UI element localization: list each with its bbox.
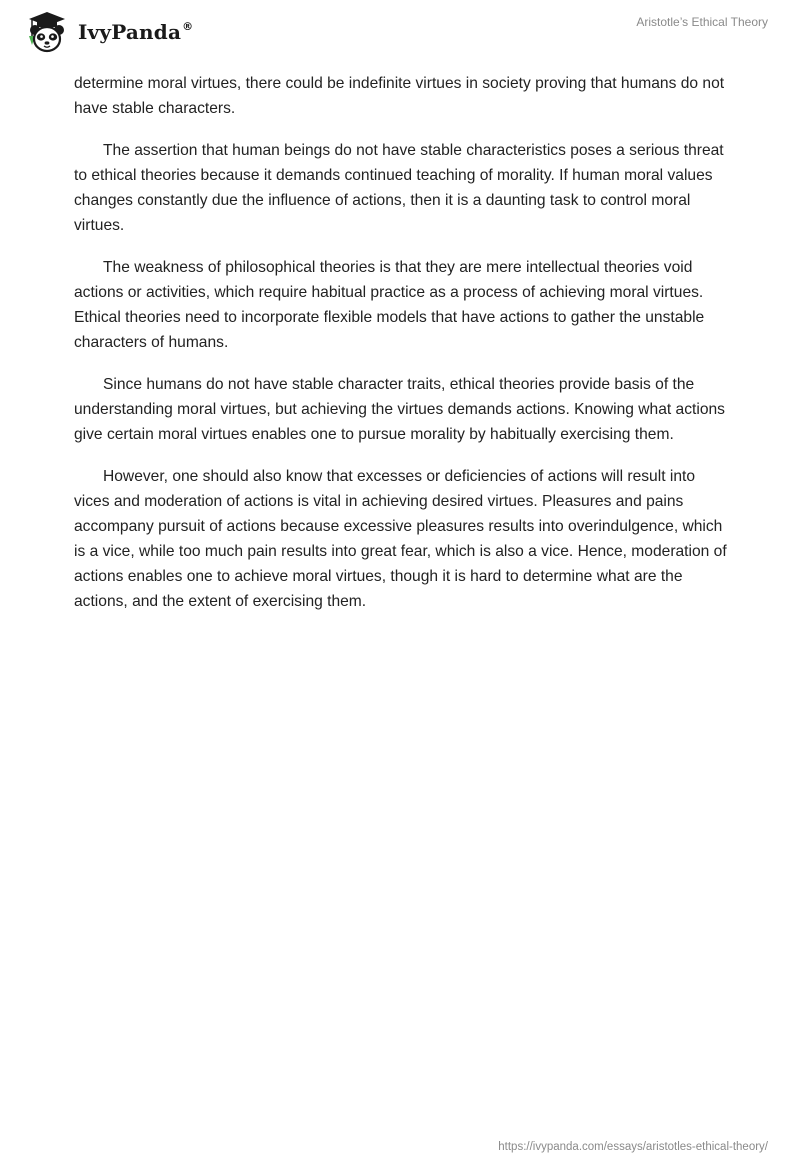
paragraph: determine moral virtues, there could be indefinite virtues in society proving that humans do not have stable characters. (74, 75, 725, 117)
page-header (0, 0, 800, 70)
essay-body (74, 71, 734, 631)
panda-graduate-icon (16, 9, 74, 53)
paragraph: However, one should also know that excesses or deficiencies of actions will result into vices and moderation of actions is vital in achieving desired virtues. Pleasures and pains accompany pursuit of actions because excessive pleasures results into overindulgence, which is a vice, while too much pain results into great fear, which is also a vice. Hence, moderation of actions enables one to achieve moral virtues, though it is hard to determine what are the actions, and the extent of exercising them. (74, 468, 727, 610)
ivypanda-logo[interactable] (16, 9, 193, 53)
paragraph: The assertion that human beings do not have stable characteristics poses a serious threat to ethical theories because it demands continued teaching of morality. If human moral values changes constantly due the influence of actions, then it is a daunting task to control moral virtues. (74, 142, 724, 234)
paragraph: The weakness of philosophical theories is that they are mere intellectual theories void actions or activities, which require habitual practice as a process of achieving moral virtues. Ethical theories need to incorporate flexible models that have actions to gather the unstable characters of humans. (74, 259, 705, 351)
brand-name (78, 20, 193, 44)
source-url[interactable]: https://ivypanda.com/essays/aristotles-ethical-theory/ (498, 1141, 768, 1153)
paragraph: Since humans do not have stable character traits, ethical theories provide basis of the understanding moral virtues, but achieving the virtues demands actions. Knowing what actions give certain moral virtues enables one to pursue morality by habitually exercising them. (74, 376, 725, 443)
registered-mark: ® (182, 20, 194, 33)
document-title: Aristotle’s Ethical Theory (636, 15, 768, 29)
brand-wordmark: IvyPanda (78, 20, 182, 44)
